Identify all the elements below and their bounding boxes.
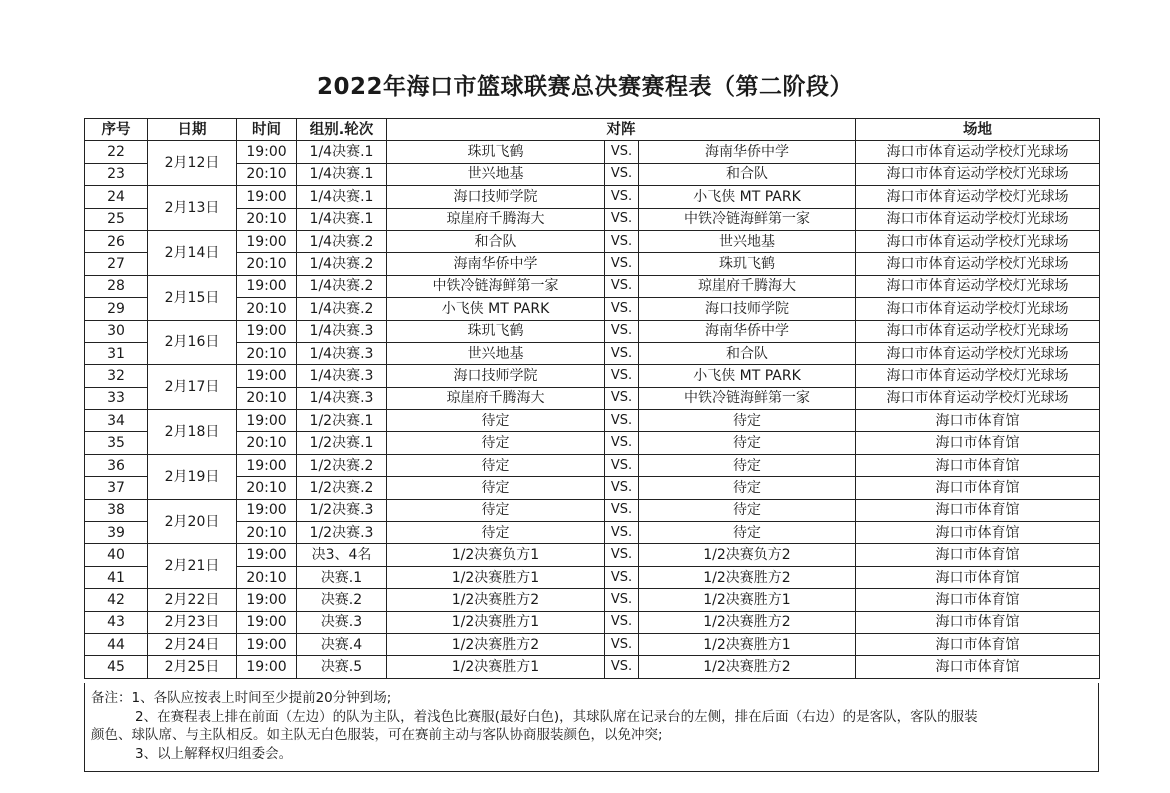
row-vs: VS.	[605, 365, 639, 387]
row-time: 19:00	[237, 141, 297, 163]
row-number: 23	[85, 163, 148, 185]
row-home-team: 1/2决赛胜方1	[387, 611, 605, 633]
row-away-team: 中铁冷链海鲜第一家	[639, 387, 856, 409]
row-venue: 海口市体育馆	[856, 544, 1100, 566]
row-home-team: 珠玑飞鹤	[387, 141, 605, 163]
row-home-team: 海口技师学院	[387, 365, 605, 387]
row-number: 29	[85, 298, 148, 320]
row-vs: VS.	[605, 208, 639, 230]
row-vs: VS.	[605, 387, 639, 409]
row-date: 2月25日	[148, 656, 237, 678]
row-home-team: 小飞侠 MT PARK	[387, 298, 605, 320]
row-time: 20:10	[237, 566, 297, 588]
row-venue: 海口市体育馆	[856, 611, 1100, 633]
row-away-team: 待定	[639, 454, 856, 476]
row-venue: 海口市体育运动学校灯光球场	[856, 320, 1100, 342]
table-row	[85, 544, 1100, 566]
table-row	[85, 320, 1100, 342]
row-number: 25	[85, 208, 148, 230]
row-venue: 海口市体育运动学校灯光球场	[856, 186, 1100, 208]
row-away-team: 待定	[639, 410, 856, 432]
row-time: 20:10	[237, 208, 297, 230]
row-group: 1/4决赛.2	[297, 298, 387, 320]
row-away-team: 1/2决赛胜方2	[639, 566, 856, 588]
table-row	[85, 522, 1100, 544]
row-home-team: 1/2决赛胜方1	[387, 656, 605, 678]
row-venue: 海口市体育馆	[856, 566, 1100, 588]
table-row	[85, 499, 1100, 521]
row-group: 决赛.5	[297, 656, 387, 678]
row-vs: VS.	[605, 186, 639, 208]
row-group: 1/4决赛.3	[297, 342, 387, 364]
row-home-team: 海口技师学院	[387, 186, 605, 208]
row-vs: VS.	[605, 342, 639, 364]
row-group: 1/2决赛.1	[297, 410, 387, 432]
table-row	[85, 342, 1100, 364]
row-vs: VS.	[605, 566, 639, 588]
row-group: 决3、4名	[297, 544, 387, 566]
row-home-team: 琼崖府千腾海大	[387, 208, 605, 230]
row-number: 26	[85, 230, 148, 252]
row-time: 20:10	[237, 342, 297, 364]
row-vs: VS.	[605, 298, 639, 320]
table-row	[85, 432, 1100, 454]
header-group: 组别.轮次	[297, 119, 387, 141]
row-home-team: 待定	[387, 454, 605, 476]
row-away-team: 1/2决赛胜方1	[639, 633, 856, 655]
notes-box	[84, 683, 1099, 772]
row-date: 2月22日	[148, 589, 237, 611]
note-line-4: 3、以上解释权归组委会。	[135, 745, 293, 762]
row-vs: VS.	[605, 410, 639, 432]
header-row	[85, 119, 1100, 141]
header-venue: 场地	[856, 119, 1100, 141]
row-time: 19:00	[237, 186, 297, 208]
row-time: 19:00	[237, 499, 297, 521]
row-home-team: 待定	[387, 432, 605, 454]
row-group: 1/2决赛.1	[297, 432, 387, 454]
row-vs: VS.	[605, 633, 639, 655]
row-time: 20:10	[237, 387, 297, 409]
row-number: 34	[85, 410, 148, 432]
page-title: 2022年海口市篮球联赛总决赛赛程表（第二阶段）	[316, 74, 853, 100]
row-venue: 海口市体育馆	[856, 656, 1100, 678]
row-number: 27	[85, 253, 148, 275]
note-line-3: 颜色、球队席、与主队相反。如主队无白色服装，可在赛前主动与客队协商服装颜色，以免冲突;	[91, 727, 663, 743]
row-venue: 海口市体育运动学校灯光球场	[856, 208, 1100, 230]
row-away-team: 中铁冷链海鲜第一家	[639, 208, 856, 230]
row-time: 19:00	[237, 611, 297, 633]
row-vs: VS.	[605, 454, 639, 476]
row-time: 19:00	[237, 410, 297, 432]
row-home-team: 1/2决赛胜方2	[387, 589, 605, 611]
table-row	[85, 454, 1100, 476]
row-venue: 海口市体育运动学校灯光球场	[856, 387, 1100, 409]
row-venue: 海口市体育运动学校灯光球场	[856, 163, 1100, 185]
table-row	[85, 611, 1100, 633]
row-vs: VS.	[605, 432, 639, 454]
row-vs: VS.	[605, 253, 639, 275]
row-time: 20:10	[237, 163, 297, 185]
row-venue: 海口市体育运动学校灯光球场	[856, 298, 1100, 320]
table-row	[85, 141, 1100, 163]
row-away-team: 1/2决赛胜方2	[639, 656, 856, 678]
schedule-body	[85, 141, 1100, 678]
row-time: 19:00	[237, 544, 297, 566]
row-group: 1/4决赛.3	[297, 365, 387, 387]
row-group: 1/4决赛.2	[297, 275, 387, 297]
table-row	[85, 633, 1100, 655]
row-vs: VS.	[605, 499, 639, 521]
row-time: 19:00	[237, 633, 297, 655]
row-date: 2月19日	[148, 454, 237, 499]
row-number: 39	[85, 522, 148, 544]
row-group: 1/4决赛.3	[297, 387, 387, 409]
row-away-team: 海南华侨中学	[639, 320, 856, 342]
row-group: 1/2决赛.3	[297, 522, 387, 544]
row-away-team: 海南华侨中学	[639, 141, 856, 163]
row-away-team: 珠玑飞鹤	[639, 253, 856, 275]
table-row	[85, 163, 1100, 185]
note-line-1: 备注：1、各队应按表上时间至少提前20分钟到场;	[91, 690, 392, 706]
row-vs: VS.	[605, 589, 639, 611]
row-venue: 海口市体育馆	[856, 477, 1100, 499]
schedule-table	[84, 118, 1100, 679]
row-time: 20:10	[237, 298, 297, 320]
row-home-team: 待定	[387, 410, 605, 432]
row-away-team: 世兴地基	[639, 230, 856, 252]
row-vs: VS.	[605, 522, 639, 544]
row-time: 19:00	[237, 320, 297, 342]
row-home-team: 世兴地基	[387, 163, 605, 185]
row-away-team: 海口技师学院	[639, 298, 856, 320]
row-date: 2月12日	[148, 141, 237, 186]
row-time: 20:10	[237, 253, 297, 275]
row-away-team: 待定	[639, 477, 856, 499]
row-group: 1/2决赛.3	[297, 499, 387, 521]
row-date: 2月14日	[148, 230, 237, 275]
row-number: 37	[85, 477, 148, 499]
row-venue: 海口市体育馆	[856, 633, 1100, 655]
row-venue: 海口市体育馆	[856, 432, 1100, 454]
row-time: 20:10	[237, 522, 297, 544]
row-venue: 海口市体育运动学校灯光球场	[856, 141, 1100, 163]
row-group: 1/4决赛.1	[297, 186, 387, 208]
row-number: 24	[85, 186, 148, 208]
row-venue: 海口市体育运动学校灯光球场	[856, 275, 1100, 297]
row-time: 19:00	[237, 275, 297, 297]
row-venue: 海口市体育运动学校灯光球场	[856, 253, 1100, 275]
row-date: 2月20日	[148, 499, 237, 544]
row-date: 2月18日	[148, 410, 237, 455]
note-line-2: 2、在赛程表上排在前面（左边）的队为主队，着浅色比赛服(最好白色)，其球队席在记录台的左侧，排在后面（右边）的是客队，客队的服装	[135, 708, 978, 725]
table-row	[85, 589, 1100, 611]
row-date: 2月15日	[148, 275, 237, 320]
row-group: 1/4决赛.2	[297, 253, 387, 275]
row-venue: 海口市体育馆	[856, 589, 1100, 611]
table-row	[85, 298, 1100, 320]
row-venue: 海口市体育运动学校灯光球场	[856, 365, 1100, 387]
row-home-team: 1/2决赛负方1	[387, 544, 605, 566]
table-row	[85, 186, 1100, 208]
table-row	[85, 566, 1100, 588]
row-home-team: 1/2决赛胜方1	[387, 566, 605, 588]
header-match: 对阵	[387, 119, 856, 141]
row-home-team: 琼崖府千腾海大	[387, 387, 605, 409]
table-row	[85, 387, 1100, 409]
row-number: 41	[85, 566, 148, 588]
row-venue: 海口市体育运动学校灯光球场	[856, 342, 1100, 364]
table-row	[85, 365, 1100, 387]
row-number: 28	[85, 275, 148, 297]
header-no: 序号	[85, 119, 148, 141]
row-date: 2月24日	[148, 633, 237, 655]
row-away-team: 待定	[639, 499, 856, 521]
row-venue: 海口市体育馆	[856, 499, 1100, 521]
row-group: 1/4决赛.1	[297, 163, 387, 185]
row-time: 19:00	[237, 230, 297, 252]
row-home-team: 中铁冷链海鲜第一家	[387, 275, 605, 297]
row-vs: VS.	[605, 163, 639, 185]
row-group: 决赛.4	[297, 633, 387, 655]
row-number: 30	[85, 320, 148, 342]
row-home-team: 待定	[387, 477, 605, 499]
row-group: 1/4决赛.3	[297, 320, 387, 342]
row-group: 决赛.2	[297, 589, 387, 611]
row-away-team: 琼崖府千腾海大	[639, 275, 856, 297]
row-date: 2月16日	[148, 320, 237, 365]
row-away-team: 1/2决赛负方2	[639, 544, 856, 566]
row-group: 1/4决赛.1	[297, 208, 387, 230]
row-number: 44	[85, 633, 148, 655]
row-home-team: 待定	[387, 522, 605, 544]
row-away-team: 和合队	[639, 342, 856, 364]
row-number: 42	[85, 589, 148, 611]
table-row	[85, 477, 1100, 499]
row-home-team: 1/2决赛胜方2	[387, 633, 605, 655]
header-date: 日期	[148, 119, 237, 141]
row-home-team: 珠玑飞鹤	[387, 320, 605, 342]
row-group: 决赛.3	[297, 611, 387, 633]
row-time: 19:00	[237, 589, 297, 611]
row-vs: VS.	[605, 477, 639, 499]
table-row	[85, 656, 1100, 678]
row-time: 19:00	[237, 656, 297, 678]
table-row	[85, 275, 1100, 297]
row-away-team: 1/2决赛胜方2	[639, 611, 856, 633]
row-number: 40	[85, 544, 148, 566]
row-date: 2月17日	[148, 365, 237, 410]
row-vs: VS.	[605, 611, 639, 633]
row-group: 1/2决赛.2	[297, 477, 387, 499]
row-time: 20:10	[237, 432, 297, 454]
row-vs: VS.	[605, 141, 639, 163]
row-away-team: 和合队	[639, 163, 856, 185]
row-away-team: 待定	[639, 432, 856, 454]
row-number: 32	[85, 365, 148, 387]
row-venue: 海口市体育馆	[856, 454, 1100, 476]
row-number: 35	[85, 432, 148, 454]
row-date: 2月23日	[148, 611, 237, 633]
row-vs: VS.	[605, 230, 639, 252]
row-date: 2月21日	[148, 544, 237, 589]
row-group: 决赛.1	[297, 566, 387, 588]
header-time: 时间	[237, 119, 297, 141]
row-group: 1/4决赛.1	[297, 141, 387, 163]
row-group: 1/2决赛.2	[297, 454, 387, 476]
row-number: 36	[85, 454, 148, 476]
row-vs: VS.	[605, 544, 639, 566]
row-venue: 海口市体育馆	[856, 522, 1100, 544]
row-vs: VS.	[605, 320, 639, 342]
table-row	[85, 253, 1100, 275]
table-row	[85, 410, 1100, 432]
row-number: 22	[85, 141, 148, 163]
row-number: 45	[85, 656, 148, 678]
row-home-team: 和合队	[387, 230, 605, 252]
row-home-team: 待定	[387, 499, 605, 521]
row-home-team: 海南华侨中学	[387, 253, 605, 275]
row-time: 19:00	[237, 365, 297, 387]
row-group: 1/4决赛.2	[297, 230, 387, 252]
table-row	[85, 230, 1100, 252]
row-away-team: 1/2决赛胜方1	[639, 589, 856, 611]
row-venue: 海口市体育馆	[856, 410, 1100, 432]
row-date: 2月13日	[148, 186, 237, 231]
row-venue: 海口市体育运动学校灯光球场	[856, 230, 1100, 252]
row-time: 20:10	[237, 477, 297, 499]
row-vs: VS.	[605, 656, 639, 678]
row-away-team: 待定	[639, 522, 856, 544]
row-vs: VS.	[605, 275, 639, 297]
row-away-team: 小飞侠 MT PARK	[639, 365, 856, 387]
row-number: 38	[85, 499, 148, 521]
row-away-team: 小飞侠 MT PARK	[639, 186, 856, 208]
row-number: 33	[85, 387, 148, 409]
row-time: 19:00	[237, 454, 297, 476]
row-home-team: 世兴地基	[387, 342, 605, 364]
row-number: 43	[85, 611, 148, 633]
table-row	[85, 208, 1100, 230]
row-number: 31	[85, 342, 148, 364]
